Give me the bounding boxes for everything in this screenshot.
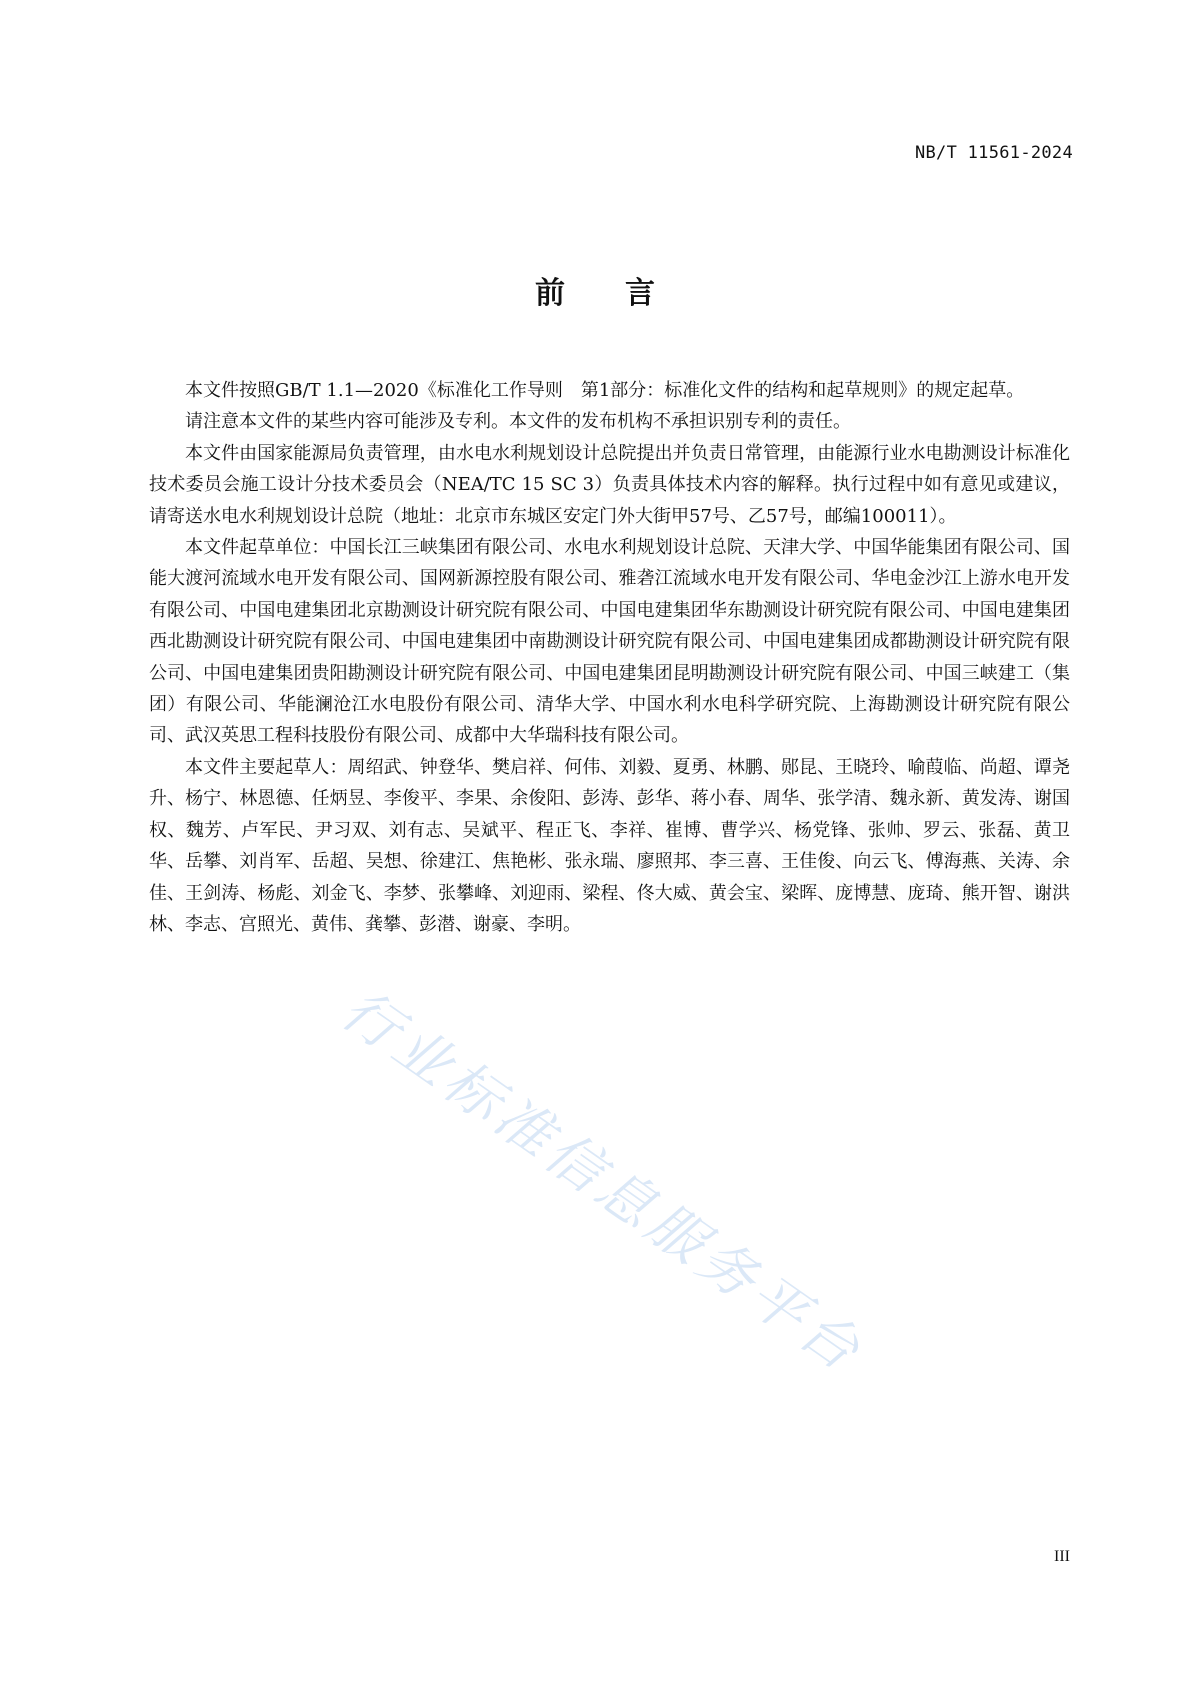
foreword-body bbox=[149, 375, 1070, 940]
page-number: III bbox=[1054, 1548, 1070, 1565]
paragraph-drafting-units: 本文件起草单位：中国长江三峡集团有限公司、水电水利规划设计总院、天津大学、中国华能集团有限公司、国能大渡河流域水电开发有限公司、国网新源控股有限公司、雅砻江流域水电开发有限公司、华电金沙江上游水电开发有限公司、中国电建集团北京勘测设计研究院有限公司、中国电建集团华东勘测设计研究院有限公司、中国电建集团西北勘测设计研究院有限公司、中国电建集团中南勘测设计研究院有限公司、中国电建集团成都勘测设计研究院有限公司、中国电建集团贵阳勘测设计研究院有限公司、中国电建集团昆明勘测设计研究院有限公司、中国三峡建工（集团）有限公司、华能澜沧江水电股份有限公司、清华大学、中国水利水电科学研究院、上海勘测设计研究院有限公司、武汉英思工程科技股份有限公司、成都中大华瑞科技有限公司。 bbox=[149, 537, 1070, 747]
page-title: 前言 bbox=[535, 276, 715, 311]
paragraph-management: 本文件由国家能源局负责管理，由水电水利规划设计总院提出并负责日常管理，由能源行业水电勘测设计标准化技术委员会施工设计分技术委员会（NEA/TC 15 SC 3）负责具体技术内容的解释。执行过程中如有意见或建议，请寄送水电水利规划设计总院（地址：北京市东城区安定门外大街甲57号、乙57号，邮编100011）。 bbox=[149, 442, 1070, 527]
paragraph-patent-notice: 请注意本文件的某些内容可能涉及专利。本文件的发布机构不承担识别专利的责任。 bbox=[185, 411, 851, 433]
paragraph-drafters: 本文件主要起草人：周绍武、钟登华、樊启祥、何伟、刘毅、夏勇、林鹏、郧昆、王晓玲、喻葭临、尚超、谭尧升、杨宁、林恩德、任炳昱、李俊平、李果、余俊阳、彭涛、彭华、蒋小春、周华、张学清、魏永新、黄发涛、谢国权、魏芳、卢军民、尹习双、刘有志、吴斌平、程正飞、李祥、崔博、曹学兴、杨党锋、张帅、罗云、张磊、黄卫华、岳攀、刘肖军、岳超、吴想、徐建江、焦艳彬、张永瑞、廖照邦、李三喜、王佳俊、向云飞、傅海燕、关涛、余佳、王剑涛、杨彪、刘金飞、李梦、张攀峰、刘迎雨、梁程、佟大威、黄会宝、梁晖、庞博慧、庞琦、熊开智、谢洪林、李志、宫照光、黄伟、龚攀、彭潜、谢豪、李明。 bbox=[149, 756, 1070, 935]
paragraph-drafting-rules: 本文件按照GB/T 1.1—2020《标准化工作导则 第1部分：标准化文件的结构和起草规则》的规定起草。 bbox=[185, 380, 1025, 401]
watermark: 行业标准信息服务平台 bbox=[329, 977, 875, 1387]
standard-code: NB/T 11561-2024 bbox=[914, 143, 1073, 163]
